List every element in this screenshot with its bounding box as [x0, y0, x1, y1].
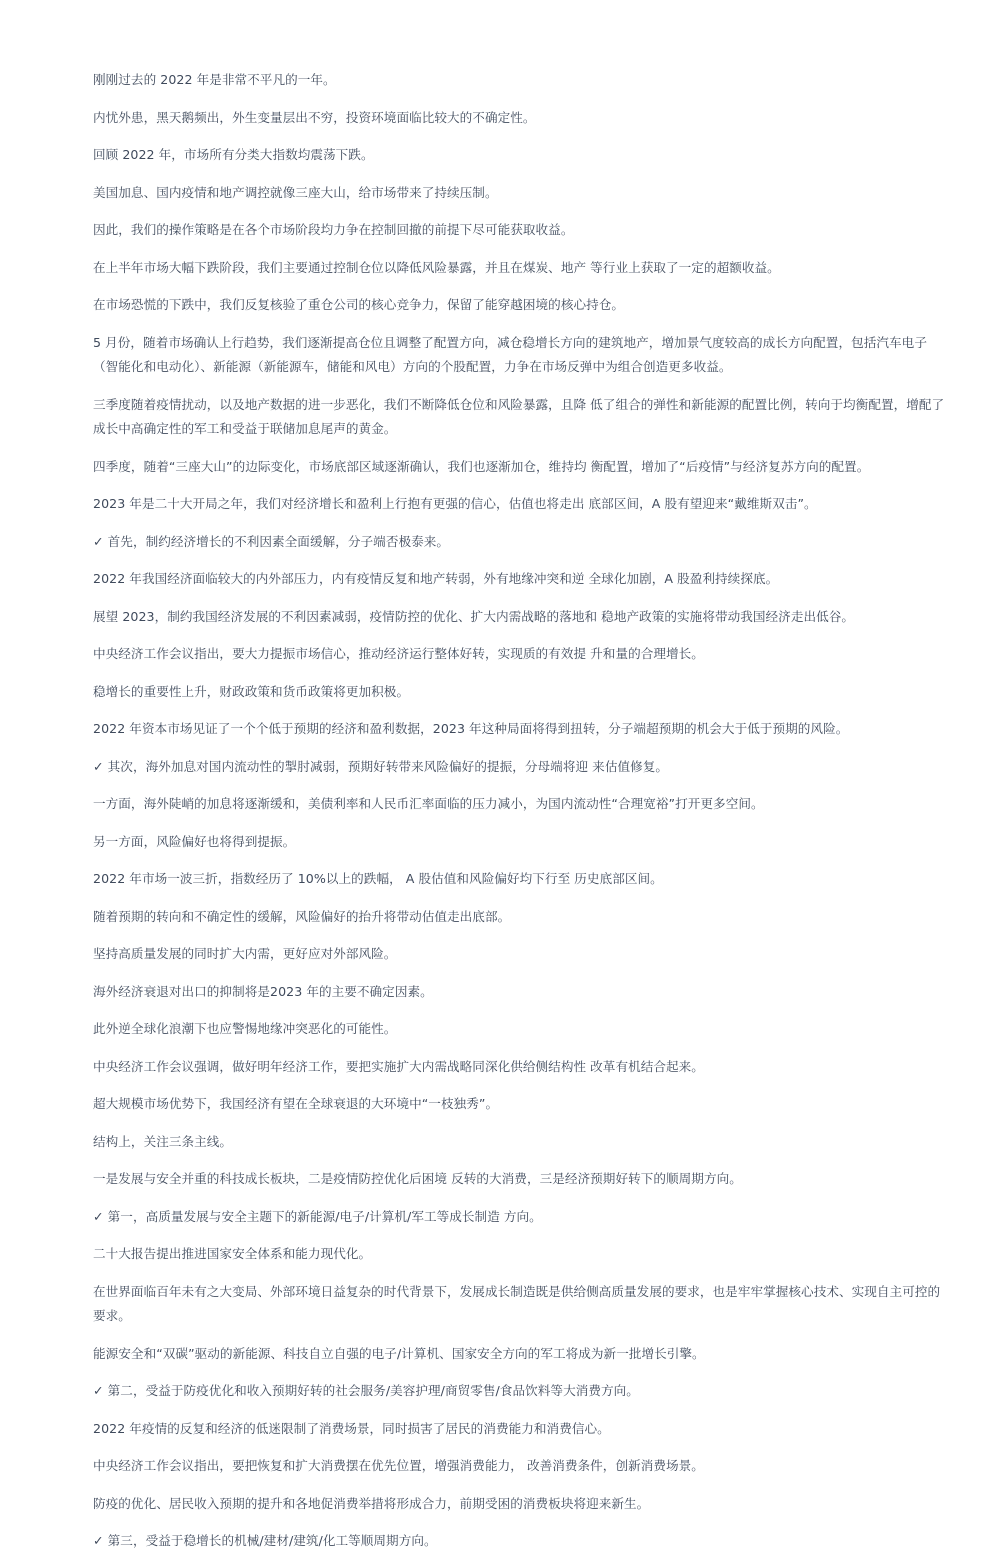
paragraph: 一方面，海外陡峭的加息将逐渐缓和，美债利率和人民币汇率面临的压力减小，为国内流动性“合理宽裕”打开更多空间。: [93, 796, 764, 811]
paragraph: 在市场恐慌的下跌中，我们反复核验了重仓公司的核心竞争力，保留了能穿越困境的核心持仓。: [93, 297, 625, 312]
paragraph: 能源安全和“双碳”驱动的新能源、科技自立自强的电子/计算机、国家安全方向的军工将成为新一批增长引擎。: [93, 1345, 705, 1361]
paragraph: 在世界面临百年未有之大变局、外部环境日益复杂的时代背景下，发展成长制造既是供给侧高质量发展的要求，也是牢牢掌握核心技术、实现自主可控的要求。: [93, 1283, 941, 1323]
bullet-point: ✓ 首先，制约经济增长的不利因素全面缓解，分子端否极泰来。: [93, 533, 450, 549]
paragraph: 2022 年市场一波三折，指数经历了 10%以上的跌幅， A 股估值和风险偏好均下行至 历史底部区间。: [93, 871, 663, 886]
paragraph: 刚刚过去的 2022 年是非常不平凡的一年。: [93, 72, 336, 87]
paragraph: 四季度，随着“三座大山”的边际变化，市场底部区域逐渐确认，我们也逐渐加仓，维持均 衡配置，增加了“后疫情”与经济复苏方向的配置。: [93, 458, 870, 474]
paragraph: 防疫的优化、居民收入预期的提升和各地促消费举措将形成合力，前期受困的消费板块将迎来新生。: [93, 1495, 650, 1511]
paragraph: 中央经济工作会议指出，要把恢复和扩大消费摆在优先位置，增强消费能力， 改善消费条件，创新消费场景。: [93, 1458, 704, 1473]
bullet-point: ✓ 第二，受益于防疫优化和收入预期好转的社会服务/美容护理/商贸零售/食品饮料等大消费方向。: [93, 1383, 639, 1398]
paragraph: 三季度随着疫情扰动，以及地产数据的进一步恶化，我们不断降低仓位和风险暴露，且降 低了组合的弹性和新能源的配置比例，转向于均衡配置，增配了成长中高确定性的军工和受益于联储加息尾声的黄金。: [93, 396, 945, 436]
paragraph: 随着预期的转向和不确定性的缓解，风险偏好的抬升将带动估值走出底部。: [93, 908, 511, 924]
paragraph: 结构上，关注三条主线。: [93, 1133, 233, 1149]
paragraph: 2022 年资本市场见证了一个个低于预期的经济和盈利数据，2023 年这种局面将得到扭转，分子端超预期的机会大于低于预期的风险。: [93, 721, 849, 736]
paragraph: 海外经济衰退对出口的抑制将是2023 年的主要不确定因素。: [93, 983, 433, 999]
paragraph: 2022 年疫情的反复和经济的低迷限制了消费场景，同时损害了居民的消费能力和消费信心。: [93, 1420, 610, 1436]
paragraph: 回顾 2022 年，市场所有分类大指数均震荡下跌。: [93, 147, 374, 162]
paragraph: 展望 2023，制约我国经济发展的不利因素减弱，疫情防控的优化、扩大内需战略的落地和 稳地产政策的实施将带动我国经济走出低谷。: [93, 608, 855, 624]
bullet-point: ✓ 第一，高质量发展与安全主题下的新能源/电子/计算机/军工等成长制造 方向。: [93, 1208, 542, 1224]
paragraph: 二十大报告提出推进国家安全体系和能力现代化。: [93, 1246, 372, 1261]
paragraph: 因此，我们的操作策略是在各个市场阶段均力争在控制回撤的前提下尽可能获取收益。: [93, 222, 574, 237]
paragraph: 5 月份，随着市场确认上行趋势，我们逐渐提高仓位且调整了配置方向，减仓稳增长方向的建筑地产，增加景气度较高的成长方向配置，包括汽车电子（智能化和电动化）、新能源（新能源车，储能和风电）方向的个股配置，力争在市场反弹中为组合创造更多收益。: [93, 334, 927, 374]
paragraph: 超大规模市场优势下，我国经济有望在全球衰退的大环境中“一枝独秀”。: [93, 1096, 499, 1111]
paragraph: 内忧外患，黑天鹅频出，外生变量层出不穷，投资环境面临比较大的不确定性。: [93, 109, 536, 125]
paragraph: 中央经济工作会议指出，要大力提振市场信心，推动经济运行整体好转，实现质的有效提 升和量的合理增长。: [93, 646, 704, 661]
paragraph: 坚持高质量发展的同时扩大内需，更好应对外部风险。: [93, 946, 397, 961]
paragraph: 在上半年市场大幅下跌阶段，我们主要通过控制仓位以降低风险暴露，并且在煤炭、地产 等行业上获取了一定的超额收益。: [93, 259, 780, 275]
paragraph: 另一方面，风险偏好也将得到提振。: [93, 833, 296, 849]
document-body: [93, 68, 945, 1567]
paragraph: 稳增长的重要性上升，财政政策和货币政策将更加积极。: [93, 683, 410, 699]
bullet-point: ✓ 其次，海外加息对国内流动性的掣肘减弱，预期好转带来风险偏好的提振，分母端将迎 来估值修复。: [93, 758, 669, 774]
bullet-point: ✓ 第三，受益于稳增长的机械/建材/建筑/化工等顺周期方向。: [93, 1533, 437, 1548]
paragraph: 美国加息、国内疫情和地产调控就像三座大山，给市场带来了持续压制。: [93, 184, 498, 200]
paragraph: 2022 年我国经济面临较大的内外部压力，内有疫情反复和地产转弱，外有地缘冲突和逆 全球化加剧，A 股盈利持续探底。: [93, 571, 779, 586]
paragraph: 一是发展与安全并重的科技成长板块，二是疫情防控优化后困境 反转的大消费，三是经济预期好转下的顺周期方向。: [93, 1171, 742, 1186]
paragraph: 此外逆全球化浪潮下也应警惕地缘冲突恶化的可能性。: [93, 1021, 397, 1036]
paragraph: 2023 年是二十大开局之年，我们对经济增长和盈利上行抱有更强的信心，估值也将走出 底部区间，A 股有望迎来“戴维斯双击”。: [93, 496, 817, 511]
paragraph: 中央经济工作会议强调，做好明年经济工作，要把实施扩大内需战略同深化供给侧结构性 改革有机结合起来。: [93, 1058, 704, 1074]
